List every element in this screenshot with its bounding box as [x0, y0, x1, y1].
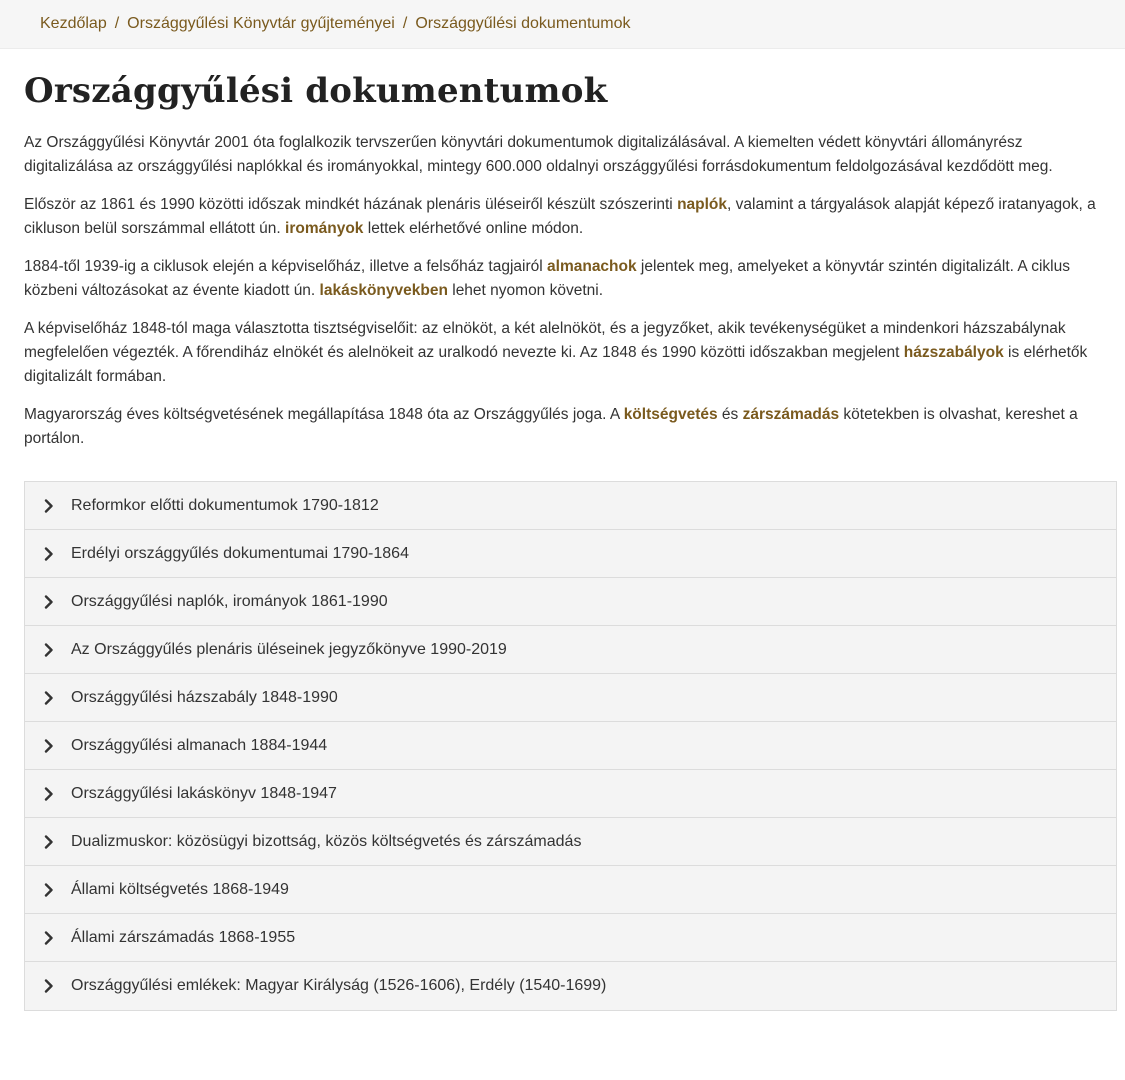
- accordion-item-label: Országgyűlési emlékek: Magyar Királyság (1526-1606), Erdély (1540-1699): [71, 977, 607, 994]
- breadcrumb-separator: /: [114, 15, 120, 32]
- zarszamadas-link[interactable]: zárszámadás: [742, 406, 840, 423]
- breadcrumb: [0, 0, 1125, 49]
- accordion-item[interactable]: [25, 626, 1116, 674]
- text: jelentek meg, amelyeket a könyvtár szintén digitalizált. A ciklus közbeni változásokat az évente kiadott ún.: [24, 258, 1070, 299]
- chevron-right-icon: [43, 641, 55, 659]
- breadcrumb-collections-link[interactable]: Országgyűlési Könyvtár gyűjteményei: [127, 15, 395, 32]
- naplok-link[interactable]: naplók: [677, 196, 728, 213]
- page-title: Országgyűlési dokumentumok: [24, 71, 608, 111]
- chevron-right-icon: [43, 689, 55, 707]
- accordion-item[interactable]: [25, 530, 1116, 578]
- lakaskonyvek-link[interactable]: lakáskönyvekben: [319, 282, 448, 299]
- collections-accordion: [24, 481, 1117, 1011]
- text: kötetekben is olvashat, kereshet a portálon.: [24, 406, 1078, 447]
- accordion-item-label: Országgyűlési lakáskönyv 1848-1947: [71, 784, 337, 802]
- accordion-item[interactable]: [25, 578, 1116, 626]
- breadcrumb-home-link[interactable]: Kezdőlap: [40, 15, 107, 32]
- accordion-item[interactable]: [25, 818, 1116, 866]
- chevron-right-icon: [43, 593, 55, 611]
- accordion-item-label: Országgyűlési házszabály 1848-1990: [71, 688, 338, 706]
- chevron-right-icon: [43, 833, 55, 851]
- main-content: [0, 71, 1125, 1011]
- text: is elérhetők digitalizált formában.: [24, 344, 1088, 385]
- text: Magyarország éves költségvetésének megállapítása 1848 óta az Országgyűlés joga. A: [24, 406, 624, 423]
- chevron-right-icon: [43, 497, 55, 515]
- accordion-item-label: Állami költségvetés 1868-1949: [71, 880, 289, 898]
- text: 1884-től 1939-ig a ciklusok elején a képviselőház, illetve a felsőház tagjairól: [24, 258, 548, 275]
- hazszabalyok-link[interactable]: házszabályok: [903, 344, 1004, 361]
- text: , valamint a tárgyalások alapját képező iratanyagok, a cikluson belül sorszámmal ellátott ún.: [24, 196, 1096, 237]
- accordion-item-label: Az Országgyűlés plenáris üléseinek jegyzőkönyve 1990-2019: [71, 640, 507, 658]
- accordion-item[interactable]: [25, 770, 1116, 818]
- intro-paragraph: [24, 403, 1101, 451]
- chevron-right-icon: [43, 977, 55, 995]
- accordion-item[interactable]: [25, 866, 1116, 914]
- intro-paragraph: [24, 255, 1101, 303]
- accordion-item[interactable]: [25, 914, 1116, 962]
- accordion-item-label: Dualizmuskor: közösügyi bizottság, közös költségvetés és zárszámadás: [71, 832, 582, 850]
- text: A képviselőház 1848-tól maga választotta tisztségviselőit: az elnököt, a két alelnököt, és a jegyzőket, akik tevékenységüket a mindenkori házszabálynak megfelelően végezték. A főrendiház elnökét és alelnökeit az uralkodó nevezte ki. Az 1848 és 1990 közötti időszakban megjelent: [24, 320, 1066, 361]
- chevron-right-icon: [43, 545, 55, 563]
- text: és: [717, 406, 743, 423]
- accordion-item[interactable]: [25, 962, 1116, 1010]
- intro-text: [24, 131, 1101, 451]
- accordion-item[interactable]: [25, 482, 1116, 530]
- intro-paragraph: Az Országgyűlési Könyvtár 2001 óta foglalkozik tervszerűen könyvtári dokumentumok digitalizálásával. A kiemelten védett könyvtári állományrész digitalizálása az országgyűlési naplókkal és irományokkal, mintegy 600.000 oldalnyi országgyűlési forrásdokumentum feldolgozásával kezdődött meg.: [24, 134, 1053, 175]
- chevron-right-icon: [43, 929, 55, 947]
- intro-paragraph: [24, 193, 1101, 241]
- accordion-item-label: Országgyűlési naplók, irományok 1861-1990: [71, 592, 388, 610]
- accordion-item[interactable]: [25, 674, 1116, 722]
- accordion-item[interactable]: [25, 722, 1116, 770]
- chevron-right-icon: [43, 737, 55, 755]
- chevron-right-icon: [43, 785, 55, 803]
- chevron-right-icon: [43, 881, 55, 899]
- accordion-item-label: Reformkor előtti dokumentumok 1790-1812: [71, 496, 379, 514]
- koltsegvetes-link[interactable]: költségvetés: [623, 406, 718, 423]
- breadcrumb-current: Országgyűlési dokumentumok: [415, 15, 631, 32]
- text: lettek elérhetővé online módon.: [363, 220, 584, 237]
- accordion-item-label: Erdélyi országgyűlés dokumentumai 1790-1864: [71, 544, 409, 562]
- breadcrumb-separator: /: [402, 15, 408, 32]
- text: Először az 1861 és 1990 közötti időszak mindkét házának plenáris üléseiről készült szószerinti: [24, 196, 678, 213]
- intro-paragraph: [24, 317, 1101, 389]
- almanachok-link[interactable]: almanachok: [547, 258, 637, 275]
- accordion-item-label: Állami zárszámadás 1868-1955: [71, 928, 296, 946]
- accordion-item-label: Országgyűlési almanach 1884-1944: [71, 736, 328, 754]
- text: lehet nyomon követni.: [447, 282, 604, 299]
- iromanyok-link[interactable]: irományok: [285, 220, 364, 237]
